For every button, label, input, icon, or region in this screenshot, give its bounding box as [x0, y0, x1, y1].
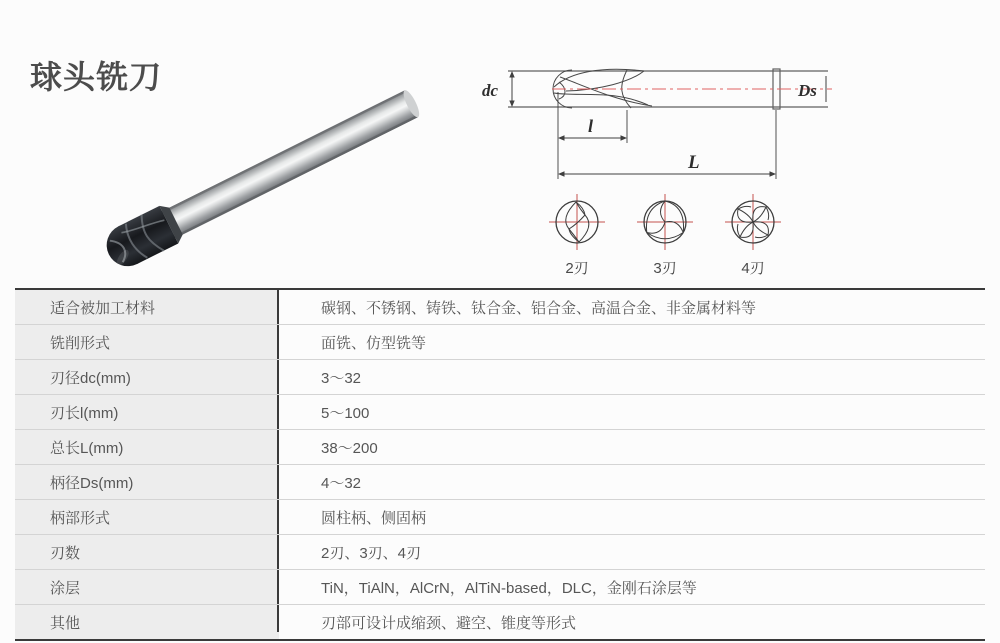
product-photo-ball-nose-end-mill: [60, 75, 445, 280]
spec-label-overall-length: 总长L(mm): [15, 430, 279, 464]
table-row: [15, 465, 985, 500]
spec-value-other: 刃部可设计成缩颈、避空、锥度等形式: [279, 605, 985, 639]
page-title: 球头铣刀: [30, 59, 163, 95]
dc-label: dc: [482, 81, 499, 100]
spec-value-cutter-diameter: 3～32: [279, 360, 985, 394]
cross-section-3-flute: [637, 194, 693, 250]
spec-value-flute-length: 5～100: [279, 395, 985, 429]
spec-value-flute-count: 2刃、3刃、4刃: [279, 535, 985, 569]
spec-value-milling-type: 面铣、仿型铣等: [279, 325, 985, 359]
cross-section-4-flute: [725, 194, 781, 250]
spec-value-coating: TiN，TiAlN，AlCrN，AlTiN-based，DLC，金刚石涂层等: [279, 570, 985, 604]
table-left-column-stub: [15, 632, 279, 639]
table-row: [15, 325, 985, 360]
spec-label-flute-count: 刃数: [15, 535, 279, 569]
spec-value-shank-diameter: 4～32: [279, 465, 985, 499]
L-label: L: [688, 152, 700, 173]
dimension-l: [558, 92, 627, 179]
ds-label: Ds: [798, 81, 817, 100]
spec-value-shank-type: 圆柱柄、侧固柄: [279, 500, 985, 534]
label-2-flute: 2刃: [565, 260, 589, 277]
table-row: [15, 360, 985, 395]
table-row: [15, 430, 985, 465]
table-row: [15, 535, 985, 570]
l-label: l: [588, 116, 594, 136]
dimension-dc: [482, 71, 515, 107]
spec-label-material: 适合被加工材料: [15, 290, 279, 324]
table-row: [15, 290, 985, 325]
spec-value-overall-length: 38～200: [279, 430, 985, 464]
table-row: [15, 500, 985, 535]
table-row: [15, 395, 985, 430]
spec-label-shank-type: 柄部形式: [15, 500, 279, 534]
end-mill-body: [100, 83, 425, 273]
spec-label-other: 其他: [15, 605, 279, 639]
end-mill-shank: [160, 90, 418, 239]
cross-section-2-flute: [549, 194, 605, 250]
spec-label-shank-diameter: 柄径Ds(mm): [15, 465, 279, 499]
spec-label-flute-length: 刃长l(mm): [15, 395, 279, 429]
spec-table: [15, 288, 985, 641]
spec-label-milling-type: 铣削形式: [15, 325, 279, 359]
spec-value-material: 碳钢、不锈钢、铸铁、钛合金、铝合金、高温合金、非金属材料等: [279, 290, 985, 324]
spec-label-cutter-diameter: 刃径dc(mm): [15, 360, 279, 394]
label-4-flute: 4刃: [741, 260, 765, 277]
spec-label-coating: 涂层: [15, 570, 279, 604]
technical-drawing: [470, 48, 855, 283]
label-3-flute: 3刃: [653, 260, 677, 277]
table-row: [15, 570, 985, 605]
